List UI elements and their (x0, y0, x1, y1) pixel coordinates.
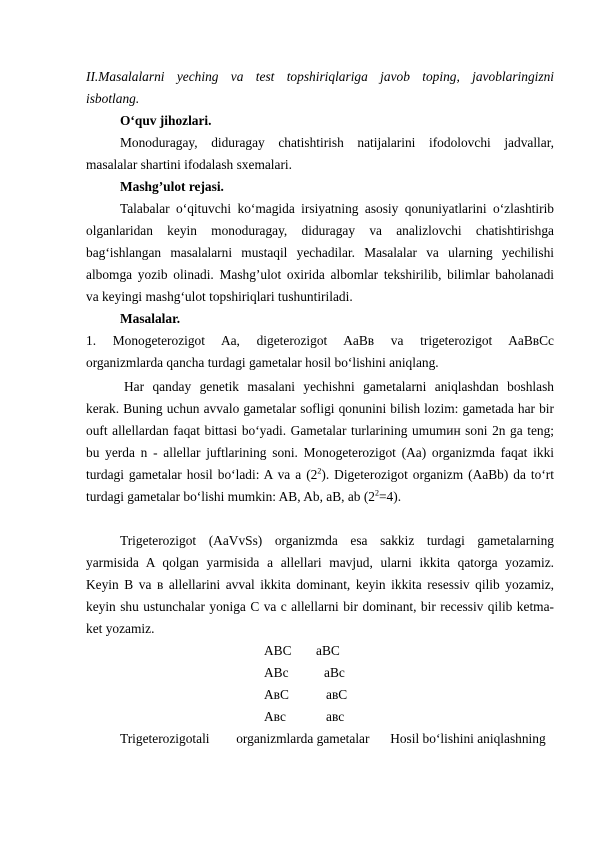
problems-title: Masalalar. (120, 311, 181, 326)
trig-line-1: Trigeterozigot (AaVvSs) organizmda esa sakkiz turdagi gametalarning (120, 533, 554, 548)
gamete-row (264, 708, 344, 725)
gamete-right: aвC (326, 687, 348, 702)
gamete-left: ABC (264, 643, 292, 658)
plan-line-3: bag‘ishlangan masalalarni mustaqil yechadilar. Masalalar va ularning yechilishi (86, 245, 554, 260)
gamete-row (264, 686, 347, 703)
section-heading-line-1: II.Masalalarni yeching va test topshiriqlariga javob toping, javoblaringizni (86, 69, 554, 84)
explanation-line-4: bu yerda n - allellar juftlarining soni. Monogeterozigot (Aa) organizmda faqat ikki (86, 445, 554, 460)
explanation-line-5 (86, 466, 554, 483)
gamete-left: AвC (264, 687, 289, 702)
gamete-row (264, 642, 340, 659)
problem-1-line-1: 1. Monogeterozigot Aa, digeterozigot AaBв va trigeterozigot AaBвCc (86, 333, 554, 348)
final-part-2: organizmlarda gametalar (236, 731, 370, 746)
trig-line-4: keyin shu ustunchalar yoniga C va c allellarni bir dominant, bir recessiv qilib ketma- (86, 599, 554, 614)
exponent-1: 2 (317, 466, 322, 476)
explanation-line-6-a: turdagi gametalar bo‘lishi mumkin: AB, Ab, aB, ab (2 (86, 489, 375, 504)
explanation-line-3: ouft allellardan faqat bittasi bo‘yadi. Gametalar turlarining umumин soni 2n ga teng; (86, 423, 554, 438)
explanation-line-1: Har qanday genetik masalani yechishni gametalarni aniqlashdan boshlash (124, 379, 554, 394)
gamete-right: aвc (326, 709, 345, 724)
trig-line-3: Keyin B va в allellarini avval ikkita dominant, keyin ikkita resessiv qilib yozamiz, (86, 577, 554, 592)
gamete-row (264, 664, 345, 681)
explanation-line-6 (86, 488, 554, 505)
exponent-2: 2 (374, 488, 379, 498)
equipment-line-1: Monoduragay, diduragay chatishtirish natijalarini ifodolovchi jadvallar, (120, 135, 554, 150)
explanation-line-2: kerak. Buning uchun avvalo gametalar sofligi qonunini bilish lozim: gametada har bir (86, 401, 554, 416)
final-part-1: Trigeterozigotali (120, 731, 210, 746)
plan-title: Mashg’ulot rejasi. (120, 179, 224, 194)
trig-line-2: yarmisida A qolgan yarmisida a allellari mavjud, ularni ikkita qatorga yozamiz. (86, 555, 554, 570)
gamete-left: ABc (264, 665, 289, 680)
final-part-3: Hosil bo‘lishini aniqlashning (390, 731, 546, 746)
plan-line-2: olganlaridan keyin monoduragay, diduragay va analizlovchi chatishtirishga (86, 223, 554, 238)
gamete-right: aBc (324, 665, 345, 680)
final-line (120, 730, 588, 747)
explanation-line-5-b: ). Digeterozigot organizm (AaBb) da to‘rt (321, 467, 554, 482)
problem-1-line-2: organizmlarda qancha turdagi gametalar hosil bo‘lishini aniqlang. (86, 355, 439, 370)
explanation-line-5-a: turdagi gametalar hosil bo‘ladi: A va a (2 (86, 467, 318, 482)
equipment-line-2: masalalar shartini ifodalash sxemalari. (86, 157, 292, 172)
section-heading-line-2: isbotlang. (86, 91, 140, 106)
plan-line-1: Talabalar o‘qituvchi ko‘magida irsiyatning asosiy qonuniyatlarini o‘zlashtirib (120, 201, 554, 216)
plan-line-5: va keyingi mashg‘ulot topshiriqlari tushuntiriladi. (86, 289, 353, 304)
equipment-title: O‘quv jihozlari. (120, 113, 212, 128)
gamete-left: Aвc (264, 709, 286, 724)
plan-line-4: albomga yozib olinadi. Mashg’ulot oxirida albomlar tekshirilib, bilimlar baholanadi (86, 267, 554, 282)
gamete-right: aBC (316, 643, 340, 658)
explanation-line-6-b: =4). (378, 489, 402, 504)
trig-line-5: ket yozamiz. (86, 621, 155, 636)
